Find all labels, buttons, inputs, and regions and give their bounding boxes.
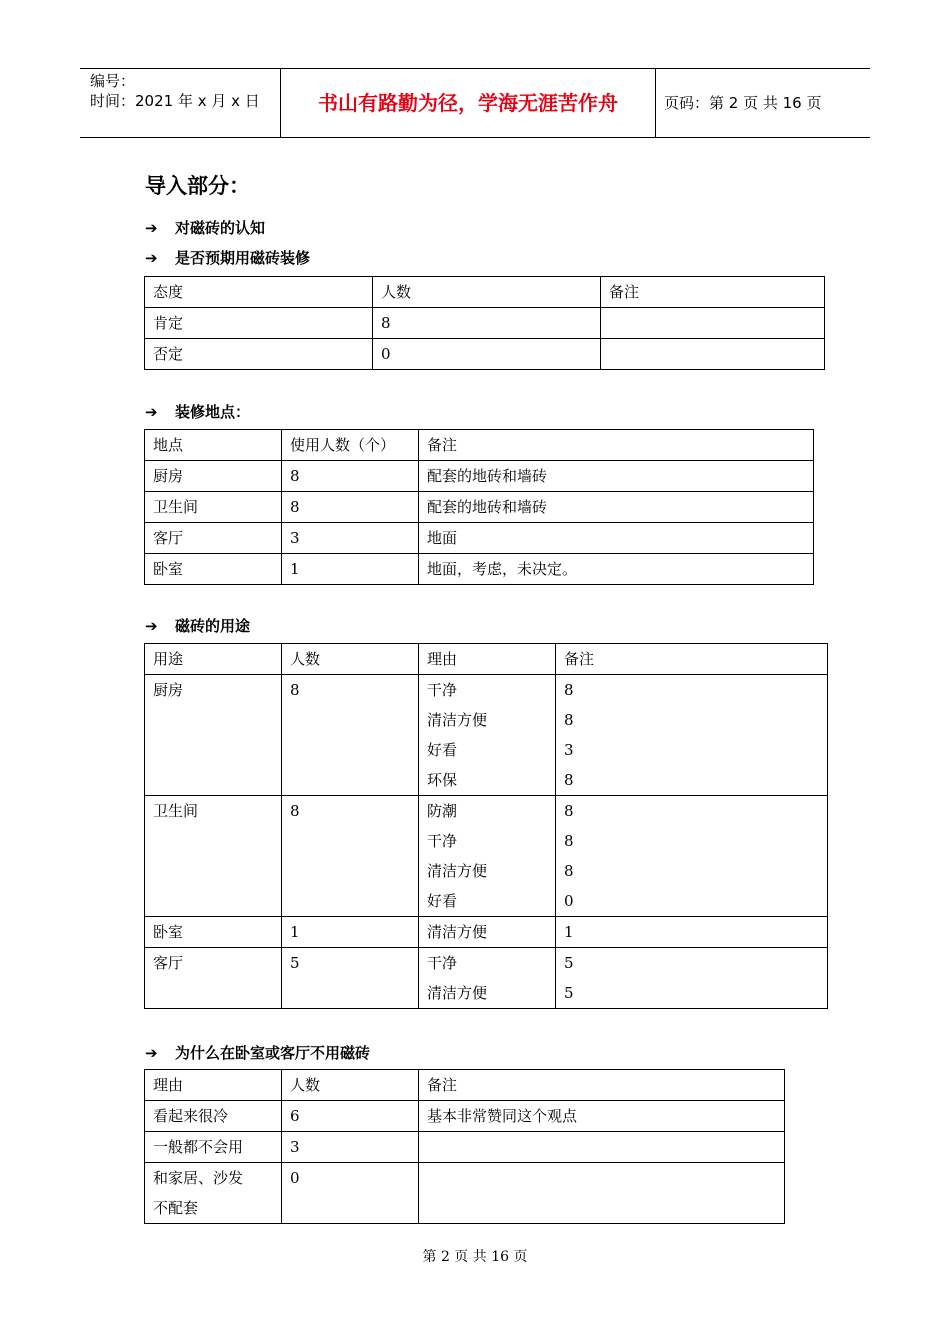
- arrow-right-icon: ➔: [145, 403, 158, 421]
- bullet-item: ➔ 对磁砖的认知: [145, 219, 266, 237]
- table-row: 一般都不会用 3: [145, 1132, 785, 1163]
- table-header-row: 地点 使用人数（个） 备注: [145, 430, 814, 461]
- page-header: [80, 68, 870, 138]
- table-row: 看起来很冷 6 基本非常赞同这个观点: [145, 1101, 785, 1132]
- table-row: 卧室 1 地面，考虑，未决定。: [145, 554, 814, 585]
- attitude-table: [144, 276, 825, 370]
- section-title: 导入部分：: [145, 174, 250, 198]
- table-header-row: 态度 人数 备注: [145, 277, 825, 308]
- table-row: 否定 0: [145, 339, 825, 370]
- time-label: 时间：2021 年 x 月 x 日: [90, 92, 260, 110]
- header-motto: 书山有路勤为径，学海无涯苦作舟: [280, 69, 656, 137]
- header-page-info: 页码：第 2 页 共 16 页: [664, 94, 822, 112]
- bullet-item: ➔ 磁砖的用途: [145, 617, 251, 635]
- table-row: 厨房 8 配套的地砖和墙砖: [145, 461, 814, 492]
- table-row: 和家居、沙发 不配套 0: [145, 1163, 785, 1224]
- page-footer: 第 2 页 共 16 页: [422, 1249, 528, 1265]
- reasons-table: [144, 1069, 785, 1224]
- table-row: 客厅 3 地面: [145, 523, 814, 554]
- bullet-item: ➔ 装修地点：: [145, 403, 251, 421]
- arrow-right-icon: ➔: [145, 1044, 158, 1062]
- bullet-item: ➔ 是否预期用磁砖装修: [145, 249, 311, 267]
- table-header-row: 用途 人数 理由 备注: [145, 644, 828, 675]
- location-table: [144, 429, 814, 585]
- arrow-right-icon: ➔: [145, 617, 158, 635]
- bullet-item: ➔ 为什么在卧室或客厅不用磁砖: [145, 1044, 371, 1062]
- arrow-right-icon: ➔: [145, 249, 158, 267]
- table-row: 肯定 8: [145, 308, 825, 339]
- number-label: 编号：: [90, 72, 136, 90]
- table-row: 客厅 5 干净 清洁方便 5 5: [145, 948, 828, 1009]
- usage-table: [144, 643, 828, 1009]
- arrow-right-icon: ➔: [145, 219, 158, 237]
- table-row: 厨房 8 干净 清洁方便 好看 环保 8 8 3 8: [145, 675, 828, 796]
- table-row: 卫生间 8 配套的地砖和墙砖: [145, 492, 814, 523]
- table-row: 卫生间 8 防潮 干净 清洁方便 好看 8 8 8 0: [145, 796, 828, 917]
- header-meta: [80, 69, 280, 137]
- table-row: 卧室 1 清洁方便 1: [145, 917, 828, 948]
- table-header-row: 理由 人数 备注: [145, 1070, 785, 1101]
